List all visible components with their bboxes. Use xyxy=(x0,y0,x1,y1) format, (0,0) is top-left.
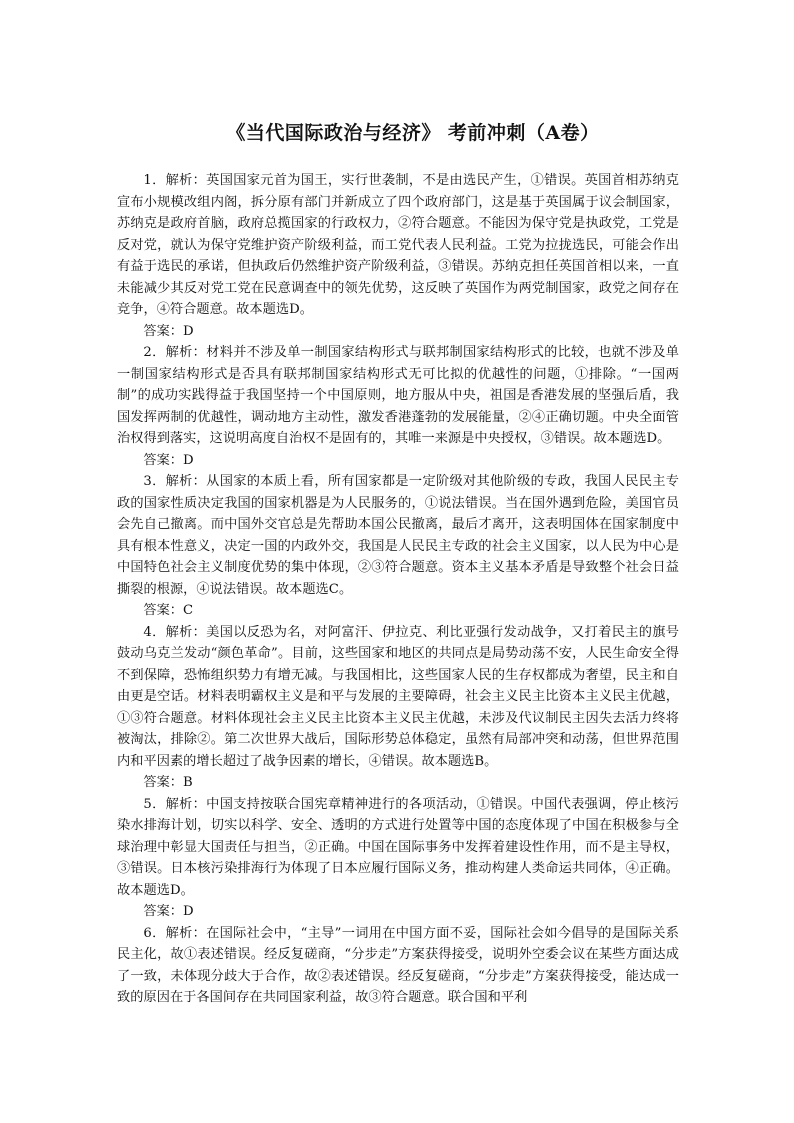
question-3-answer: 答案：C xyxy=(143,603,194,618)
question-4-explanation: 4．解析：美国以反恐为名，对阿富汗、伊拉克、利比亚强行发动战争，又打着民主的旗号鼓动乌克兰发动“颜色革命”。目前，这些国家和地区的共同点是局势动荡不安，人民生命安全得不到保障，恐怖组织势力有增无减。与我国相比，这些国家人民的生存权都成为奢望，民主和自由更是空话。材料表明霸权主义是和平与发展的主要障碍，社会主义民主比资本主义民主优越，①③符合题意。材料体现社会主义民主比资本主义民主优越，未涉及代议制民主因失去活力终将被淘汰，排除②。第二次世界大战后，国际形势总体稳定，虽然有局部冲突和动荡，但世界范围内和平因素的增长超过了战争因素的增长，④错误。故本题选B。 xyxy=(117,624,679,769)
question-4-answer: 答案：B xyxy=(143,775,193,790)
document-page xyxy=(117,118,679,1009)
question-5-answer: 答案：D xyxy=(143,904,194,919)
question-5-explanation: 5．解析：中国支持按联合国宪章精神进行的各项活动，①错误。中国代表强调，停止核污染水排海计划，切实以科学、安全、透明的方式进行处置等中国的态度体现了中国在积极参与全球治理中彰显大国责任与担当，②正确。中国在国际事务中发挥着建设性作用，而不是主导权，③错误。日本核污染排海行为体现了日本应履行国际义务，推动构建人类命运共同体，④正确。故本题选D。 xyxy=(117,796,679,898)
question-6-explanation: 6．解析：在国际社会中，“主导”一词用在中国方面不妥，国际社会如今倡导的是国际关系民主化，故①表述错误。经反复磋商，“分步走”方案获得接受，说明外空委会议在某些方面达成了一致，未体现分歧大于合作，故②表述错误。经反复磋商，“分步走”方案获得接受，能达成一致的原因在于各国间存在共同国家利益，故③符合题意。联合国和平利 xyxy=(117,925,679,1005)
document-title: 《当代国际政治与经济》 考前冲刺（A卷） xyxy=(226,122,600,144)
question-2-explanation: 2．解析：材料并不涉及单一制国家结构形式与联邦制国家结构形式的比较，也就不涉及单一制国家结构形式是否具有联邦制国家结构形式无可比拟的优越性的问题，①排除。“一国两制”的成功实践得益于我国坚持一个中国原则，地方服从中央，祖国是香港发展的坚强后盾，我国发挥两制的优越性，调动地方主动性，激发香港蓬勃的发展能量，②④正确切题。中央全面管治权得到落实，这说明高度自治权不是固有的，其唯一来源是中央授权，③错误。故本题选D。 xyxy=(117,345,679,446)
question-2-answer: 答案：D xyxy=(143,452,194,468)
question-1-explanation: 1．解析：英国国家元首为国王，实行世袭制，不是由选民产生，①错误。英国首相苏纳克宣布小规模改组内阁，拆分原有部门并新成立了四个政府部门，这是基于英国属于议会制国家，苏纳克是政府首脑，政府总揽国家的行政权力，②符合题意。不能因为保守党是执政党，工党是反对党，就认为保守党维护资产阶级利益，而工党代表人民利益。工党为拉拢选民，可能会作出有益于选民的承诺，但执政后仍然维护资产阶级利益，③错误。苏纳克担任英国首相以来，一直未能减少其反对党工党在民意调查中的领先优势，这反映了英国作为两党制国家，政党之间存在竞争，④符合题意。故本题选D。 xyxy=(117,173,679,317)
question-3-explanation: 3．解析：从国家的本质上看，所有国家都是一定阶级对其他阶级的专政，我国人民民主专政的国家性质决定我国的国家机器是为人民服务的，①说法错误。当在国外遇到危险，美国官员会先自己撤离。而中国外交官总是先帮助本国公民撤离，最后才离开，这表明国体在国家制度中具有根本性意义，决定一国的内政外交，我国是人民民主专政的社会主义国家，以人民为中心是中国特色社会主义制度优势的集中体现，②③符合题意。资本主义基本矛盾是导致整个社会日益撕裂的根源，④说法错误。故本题选C。 xyxy=(117,474,679,597)
question-1-answer: 答案：D xyxy=(143,323,194,339)
